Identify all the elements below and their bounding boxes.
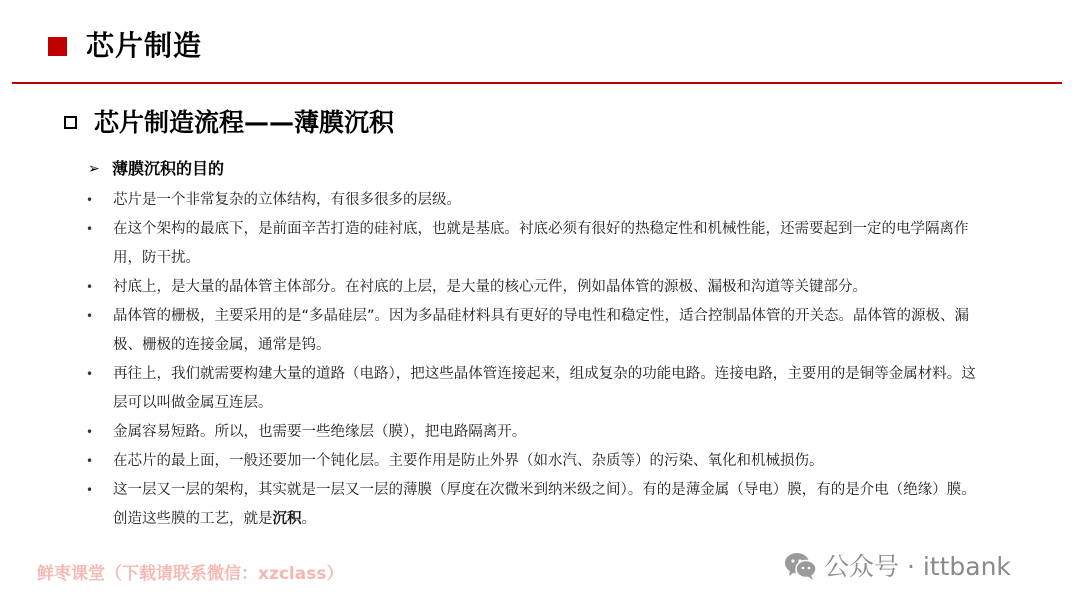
list-item-text: 再往上，我们就需要构建大量的道路（电路），把这些晶体管连接起来，组成复杂的功能电路。连接电路，主要用的是铜等金属材料。这层可以叫做金属互连层。 — [113, 366, 976, 411]
bullet-dot-icon: • — [86, 483, 94, 497]
emphasis-term: 沉积 — [272, 511, 302, 527]
watermark-right-text: 公众号 · ittbank — [824, 552, 1011, 581]
list-item — [86, 418, 986, 447]
bullet-dot-icon: • — [86, 309, 94, 323]
bullet-dot-icon: • — [86, 367, 94, 381]
bullet-dot-icon: • — [86, 280, 94, 294]
list-item-text: 在芯片的最上面，一般还要加一个钝化层。主要作用是防止外界（如水汽、杂质等）的污染、氧化和机械损伤。 — [113, 453, 824, 469]
section-title: 芯片制造流程——薄膜沉积 — [94, 108, 395, 137]
watermark-left: 鲜枣课堂（下载请联系微信：xzclass） — [37, 564, 344, 584]
list-item-text: 金属容易短路。所以，也需要一些绝缘层（膜），把电路隔离开。 — [113, 424, 527, 440]
bullet-dot-icon: • — [86, 425, 94, 439]
header-divider — [12, 82, 1062, 84]
bullet-dot-icon: • — [86, 454, 94, 468]
section-square-marker — [64, 116, 77, 129]
list-item-text: 在这个架构的最底下，是前面辛苦打造的硅衬底，也就是基底。衬底必须有很好的热稳定性和机械性能，还需要起到一定的电学隔离作用，防干扰。 — [113, 221, 969, 266]
list-item-text: 衬底上，是大量的晶体管主体部分。在衬底的上层，是大量的核心元件，例如晶体管的源极、漏极和沟道等关键部分。 — [113, 279, 867, 295]
list-item — [86, 476, 986, 534]
subheading-text: 薄膜沉积的目的 — [112, 159, 225, 178]
list-item — [86, 447, 986, 476]
wechat-icon — [784, 551, 818, 581]
header-square-marker — [48, 37, 67, 56]
slide-header — [0, 0, 1080, 86]
arrow-bullet-icon: ➢ — [88, 161, 100, 177]
list-item-text — [113, 482, 976, 527]
list-item — [86, 302, 986, 360]
list-item-text: 芯片是一个非常复杂的立体结构，有很多很多的层级。 — [113, 192, 461, 208]
list-item-text-end: 。 — [301, 511, 316, 527]
list-item — [86, 215, 986, 273]
page-title: 芯片制造 — [86, 29, 203, 62]
list-item-text: 晶体管的栅极，主要采用的是“多晶硅层”。因为多晶硅材料具有更好的导电性和稳定性，适合控制晶体管的开关态。晶体管的源极、漏极、栅极的连接金属，通常是钨。 — [113, 308, 970, 353]
list-item — [86, 186, 986, 215]
list-item-text-body: 这一层又一层的架构，其实就是一层又一层的薄膜（厚度在次微米到纳米级之间）。有的是薄金属（导电）膜，有的是介电（绝缘）膜。创造这些膜的工艺，就是 — [113, 482, 976, 527]
bullet-list — [86, 186, 986, 534]
list-item — [86, 273, 986, 302]
bullet-dot-icon: • — [86, 193, 94, 207]
bullet-dot-icon: • — [86, 222, 94, 236]
list-item — [86, 360, 986, 418]
